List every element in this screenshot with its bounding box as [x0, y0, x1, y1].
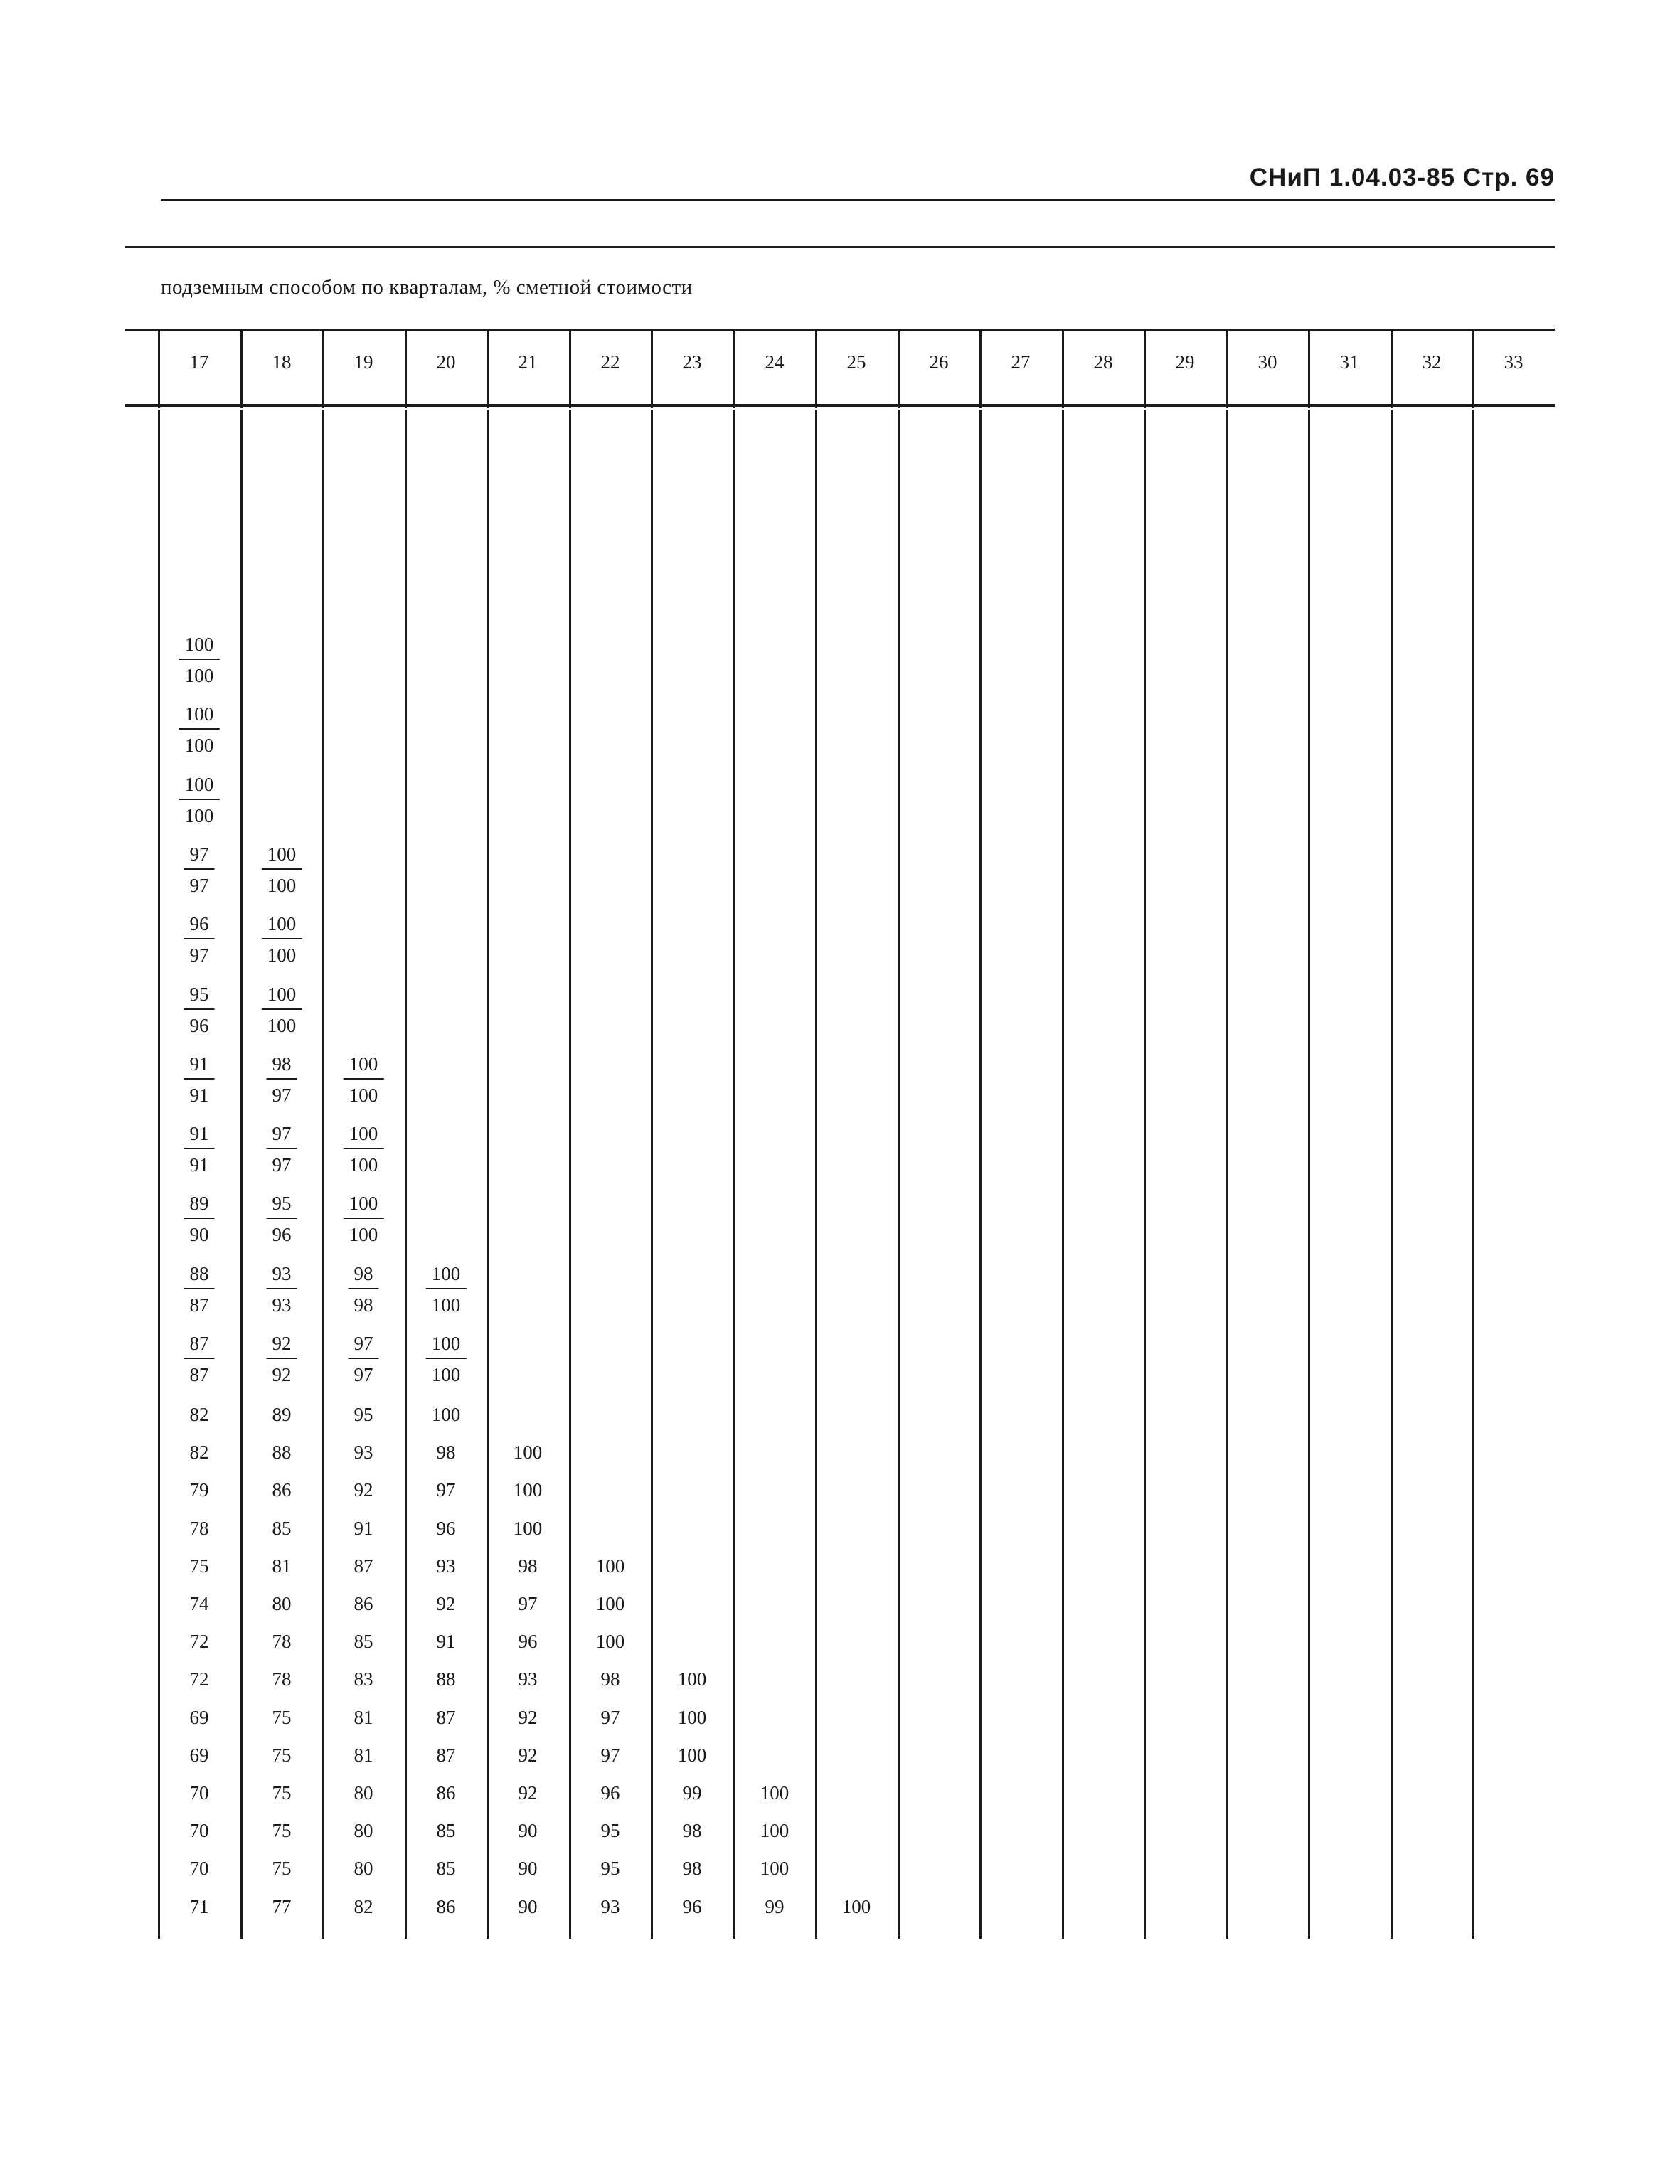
column-header-22: 22 [600, 351, 620, 373]
denominator: 97 [189, 875, 209, 896]
cell-value: 80 [353, 1782, 373, 1804]
fraction [267, 1119, 297, 1181]
value-cell [159, 1593, 240, 1614]
cell-value: 70 [189, 1782, 209, 1804]
top-table-rule [125, 246, 1555, 248]
numerator: 100 [262, 980, 302, 1010]
numerator: 97 [267, 1119, 297, 1149]
cell-value: 92 [436, 1593, 456, 1614]
column-rule [1144, 410, 1146, 1939]
cell-value: 86 [353, 1593, 373, 1614]
numerator: 100 [179, 700, 220, 730]
cell-value: 80 [353, 1820, 373, 1841]
cell-value: 90 [518, 1896, 538, 1917]
cell-value: 97 [436, 1479, 456, 1501]
numerator: 97 [349, 1329, 379, 1359]
value-cell [323, 1820, 404, 1841]
value-cell [652, 1707, 733, 1728]
column-header-23: 23 [682, 351, 702, 373]
fraction-cell [323, 1259, 404, 1316]
denominator: 100 [184, 665, 214, 686]
denominator: 100 [431, 1294, 461, 1316]
fraction-cell [241, 1329, 322, 1385]
fraction-cell [159, 840, 240, 896]
fraction-cell [159, 770, 240, 826]
cell-value: 71 [189, 1896, 209, 1917]
fraction [344, 1050, 384, 1111]
cell-value: 72 [189, 1631, 209, 1652]
fraction-cell [323, 1329, 404, 1385]
value-cell [159, 1479, 240, 1501]
denominator: 100 [431, 1364, 461, 1385]
cell-value: 97 [518, 1593, 538, 1614]
fraction [267, 1329, 297, 1390]
cell-value: 100 [677, 1744, 707, 1766]
cell-value: 95 [600, 1820, 620, 1841]
fraction-cell [241, 1189, 322, 1245]
column-header-29: 29 [1175, 351, 1195, 373]
numerator: 100 [179, 630, 220, 660]
value-cell [652, 1820, 733, 1841]
cell-value: 82 [189, 1442, 209, 1463]
numerator: 95 [184, 980, 215, 1010]
numerator: 91 [184, 1119, 215, 1149]
cell-value: 69 [189, 1707, 209, 1728]
value-cell [323, 1707, 404, 1728]
fraction [184, 1119, 215, 1181]
cell-value: 93 [600, 1896, 620, 1917]
value-cell [405, 1896, 487, 1917]
cell-value: 100 [513, 1518, 543, 1539]
denominator: 100 [267, 1015, 297, 1036]
column-rule [1472, 410, 1474, 1939]
denominator: 97 [272, 1154, 292, 1176]
cell-value: 70 [189, 1820, 209, 1841]
value-cell [159, 1782, 240, 1804]
value-cell [323, 1404, 404, 1425]
value-cell [405, 1479, 487, 1501]
cell-value: 81 [353, 1744, 373, 1766]
cell-value: 97 [600, 1744, 620, 1766]
value-cell [816, 1896, 897, 1917]
cell-value: 100 [513, 1442, 543, 1463]
cell-value: 80 [353, 1858, 373, 1879]
fraction [349, 1259, 379, 1321]
numerator: 100 [262, 910, 302, 939]
column-header-19: 19 [353, 351, 373, 373]
cell-value: 100 [595, 1631, 625, 1652]
column-header-30: 30 [1258, 351, 1277, 373]
value-cell [159, 1858, 240, 1879]
value-cell [734, 1896, 815, 1917]
denominator: 90 [189, 1224, 209, 1245]
column-header-17: 17 [189, 351, 209, 373]
fraction [426, 1259, 467, 1321]
cell-value: 93 [353, 1442, 373, 1463]
denominator: 96 [272, 1224, 292, 1245]
cell-value: 100 [595, 1593, 625, 1614]
cell-value: 81 [272, 1555, 292, 1577]
cell-value: 96 [682, 1896, 702, 1917]
fraction [267, 1259, 297, 1321]
value-cell [570, 1820, 651, 1841]
fraction-cell [323, 1119, 404, 1176]
value-cell [241, 1896, 322, 1917]
numerator: 88 [184, 1259, 215, 1289]
cell-value: 75 [272, 1782, 292, 1804]
numerator: 100 [179, 770, 220, 800]
cell-value: 98 [436, 1442, 456, 1463]
cell-value: 72 [189, 1668, 209, 1690]
cell-value: 75 [272, 1858, 292, 1879]
denominator: 98 [353, 1294, 373, 1316]
cell-value: 69 [189, 1744, 209, 1766]
value-cell [241, 1404, 322, 1425]
cell-value: 81 [353, 1707, 373, 1728]
cell-value: 90 [518, 1858, 538, 1879]
column-rule [733, 410, 735, 1939]
fraction [184, 1189, 215, 1250]
value-cell [570, 1593, 651, 1614]
column-header-18: 18 [272, 351, 292, 373]
column-rule [1062, 410, 1064, 1939]
numerator: 100 [262, 840, 302, 870]
page-header: СНиП 1.04.03-85 Стр. 69 [1249, 164, 1555, 191]
column-header-33: 33 [1504, 351, 1524, 373]
value-cell [405, 1782, 487, 1804]
numerator: 98 [349, 1259, 379, 1289]
column-rule [1391, 410, 1393, 1939]
numerator: 98 [267, 1050, 297, 1080]
fraction-cell [159, 1259, 240, 1316]
cell-value: 75 [272, 1707, 292, 1728]
value-cell [241, 1631, 322, 1652]
value-cell [405, 1593, 487, 1614]
value-cell [487, 1479, 568, 1501]
table-subtitle: подземным способом по кварталам, % сметной стоимости [161, 276, 693, 299]
cell-value: 70 [189, 1858, 209, 1879]
value-cell [734, 1782, 815, 1804]
denominator: 100 [349, 1224, 378, 1245]
cell-value: 78 [272, 1631, 292, 1652]
column-header-24: 24 [765, 351, 785, 373]
value-cell [487, 1782, 568, 1804]
cell-value: 82 [353, 1896, 373, 1917]
value-cell [487, 1858, 568, 1879]
value-cell [570, 1631, 651, 1652]
fraction [184, 980, 215, 1041]
cell-value: 88 [436, 1668, 456, 1690]
fraction-cell [159, 1119, 240, 1176]
value-cell [652, 1858, 733, 1879]
fraction [184, 910, 215, 971]
denominator: 97 [272, 1085, 292, 1106]
cell-value: 100 [513, 1479, 543, 1501]
denominator: 100 [184, 735, 214, 756]
value-cell [323, 1518, 404, 1539]
value-cell [487, 1896, 568, 1917]
denominator: 100 [349, 1085, 378, 1106]
value-cell [405, 1707, 487, 1728]
numerator: 100 [344, 1050, 384, 1080]
cell-value: 85 [436, 1820, 456, 1841]
value-cell [323, 1479, 404, 1501]
value-cell [241, 1479, 322, 1501]
denominator: 100 [184, 805, 214, 826]
value-cell [241, 1858, 322, 1879]
value-cell [159, 1404, 240, 1425]
cell-value: 100 [760, 1782, 790, 1804]
cell-value: 86 [436, 1896, 456, 1917]
cell-value: 98 [682, 1858, 702, 1879]
fraction [349, 1329, 379, 1390]
cell-value: 78 [272, 1668, 292, 1690]
cell-value: 98 [518, 1555, 538, 1577]
value-cell [159, 1631, 240, 1652]
value-cell [323, 1593, 404, 1614]
cell-value: 85 [272, 1518, 292, 1539]
numerator: 93 [267, 1259, 297, 1289]
fraction-cell [323, 1189, 404, 1245]
cell-value: 100 [760, 1858, 790, 1879]
header-top-rule [125, 329, 1555, 331]
value-cell [323, 1782, 404, 1804]
value-cell [487, 1707, 568, 1728]
numerator: 92 [267, 1329, 297, 1359]
value-cell [159, 1820, 240, 1841]
cell-value: 83 [353, 1668, 373, 1690]
cell-value: 98 [682, 1820, 702, 1841]
value-cell [570, 1858, 651, 1879]
denominator: 100 [349, 1154, 378, 1176]
numerator: 95 [267, 1189, 297, 1219]
cell-value: 100 [595, 1555, 625, 1577]
column-header-25: 25 [846, 351, 866, 373]
denominator: 93 [272, 1294, 292, 1316]
cell-value: 95 [600, 1858, 620, 1879]
denominator: 100 [267, 875, 297, 896]
value-cell [241, 1782, 322, 1804]
cell-value: 91 [353, 1518, 373, 1539]
cell-value: 79 [189, 1479, 209, 1501]
cell-value: 85 [353, 1631, 373, 1652]
cell-value: 87 [353, 1555, 373, 1577]
value-cell [405, 1858, 487, 1879]
fraction [267, 1189, 297, 1250]
column-rule [1226, 410, 1228, 1939]
value-cell [487, 1820, 568, 1841]
cell-value: 99 [765, 1896, 785, 1917]
value-cell [241, 1518, 322, 1539]
cell-value: 98 [600, 1668, 620, 1690]
value-cell [487, 1593, 568, 1614]
column-header-31: 31 [1339, 351, 1359, 373]
column-header-20: 20 [436, 351, 456, 373]
cell-value: 93 [436, 1555, 456, 1577]
value-cell [159, 1518, 240, 1539]
cell-value: 96 [436, 1518, 456, 1539]
cell-value: 86 [436, 1782, 456, 1804]
denominator: 91 [189, 1085, 209, 1106]
column-rule [1308, 410, 1310, 1939]
fraction-cell [241, 840, 322, 896]
numerator: 97 [184, 840, 215, 870]
cell-value: 96 [518, 1631, 538, 1652]
cell-value: 78 [189, 1518, 209, 1539]
numerator: 100 [426, 1259, 467, 1289]
header-bottom-rule [125, 404, 1555, 407]
fraction-cell [159, 1329, 240, 1385]
numerator: 100 [426, 1329, 467, 1359]
denominator: 87 [189, 1364, 209, 1385]
cell-value: 87 [436, 1744, 456, 1766]
numerator: 100 [344, 1189, 384, 1219]
value-cell [570, 1896, 651, 1917]
cell-value: 88 [272, 1442, 292, 1463]
value-cell [652, 1782, 733, 1804]
value-cell [323, 1631, 404, 1652]
denominator: 92 [272, 1364, 292, 1385]
fraction-cell [241, 1119, 322, 1176]
value-cell [159, 1707, 240, 1728]
fraction [262, 840, 302, 901]
cell-value: 100 [841, 1896, 871, 1917]
cell-value: 75 [272, 1744, 292, 1766]
value-cell [323, 1896, 404, 1917]
value-cell [405, 1631, 487, 1652]
cell-value: 97 [600, 1707, 620, 1728]
value-cell [487, 1518, 568, 1539]
cell-value: 86 [272, 1479, 292, 1501]
fraction [267, 1050, 297, 1111]
fraction [262, 910, 302, 971]
denominator: 97 [189, 944, 209, 966]
cell-value: 75 [189, 1555, 209, 1577]
numerator: 91 [184, 1050, 215, 1080]
fraction [179, 700, 220, 761]
fraction [262, 980, 302, 1041]
value-cell [405, 1404, 487, 1425]
cell-value: 93 [518, 1668, 538, 1690]
fraction-cell [159, 630, 240, 686]
fraction-cell [405, 1329, 487, 1385]
fraction [179, 770, 220, 831]
column-header-27: 27 [1011, 351, 1031, 373]
denominator: 96 [189, 1015, 209, 1036]
cell-value: 75 [272, 1820, 292, 1841]
numerator: 87 [184, 1329, 215, 1359]
value-cell [405, 1518, 487, 1539]
column-rule [898, 410, 900, 1939]
value-cell [570, 1707, 651, 1728]
cell-value: 80 [272, 1593, 292, 1614]
fraction [426, 1329, 467, 1390]
cell-value: 92 [353, 1479, 373, 1501]
value-cell [734, 1858, 815, 1879]
fraction [344, 1119, 384, 1181]
cell-value: 85 [436, 1858, 456, 1879]
cell-value: 100 [431, 1404, 461, 1425]
fraction [179, 630, 220, 691]
value-cell [405, 1820, 487, 1841]
denominator: 87 [189, 1294, 209, 1316]
column-rule [815, 410, 817, 1939]
value-cell [734, 1820, 815, 1841]
cell-value: 82 [189, 1404, 209, 1425]
cell-value: 74 [189, 1593, 209, 1614]
numerator: 96 [184, 910, 215, 939]
cell-value: 91 [436, 1631, 456, 1652]
column-header-32: 32 [1422, 351, 1442, 373]
fraction-cell [241, 980, 322, 1036]
fraction-cell [159, 1189, 240, 1245]
cell-value: 89 [272, 1404, 292, 1425]
numerator: 100 [344, 1119, 384, 1149]
column-header-26: 26 [929, 351, 949, 373]
fraction [184, 1050, 215, 1111]
value-cell [159, 1896, 240, 1917]
column-rule [979, 410, 982, 1939]
cell-value: 92 [518, 1744, 538, 1766]
column-header-28: 28 [1093, 351, 1113, 373]
cell-value: 92 [518, 1707, 538, 1728]
value-cell [487, 1631, 568, 1652]
fraction [344, 1189, 384, 1250]
column-header-21: 21 [518, 351, 538, 373]
denominator: 97 [353, 1364, 373, 1385]
fraction-cell [241, 1259, 322, 1316]
cell-value: 87 [436, 1707, 456, 1728]
fraction-cell [405, 1259, 487, 1316]
value-cell [652, 1896, 733, 1917]
cell-value: 100 [677, 1668, 707, 1690]
fraction [184, 1329, 215, 1390]
cell-value: 95 [353, 1404, 373, 1425]
value-cell [241, 1593, 322, 1614]
cell-value: 92 [518, 1782, 538, 1804]
header-rule [161, 199, 1555, 201]
cell-value: 99 [682, 1782, 702, 1804]
cell-value: 77 [272, 1896, 292, 1917]
denominator: 91 [189, 1154, 209, 1176]
fraction [184, 840, 215, 901]
fraction [184, 1259, 215, 1321]
value-cell [241, 1707, 322, 1728]
denominator: 100 [267, 944, 297, 966]
fraction-cell [159, 700, 240, 756]
value-cell [323, 1858, 404, 1879]
cell-value: 96 [600, 1782, 620, 1804]
numerator: 89 [184, 1189, 215, 1219]
fraction-cell [159, 980, 240, 1036]
cell-value: 90 [518, 1820, 538, 1841]
value-cell [241, 1820, 322, 1841]
value-cell [570, 1782, 651, 1804]
cell-value: 100 [677, 1707, 707, 1728]
cell-value: 100 [760, 1820, 790, 1841]
